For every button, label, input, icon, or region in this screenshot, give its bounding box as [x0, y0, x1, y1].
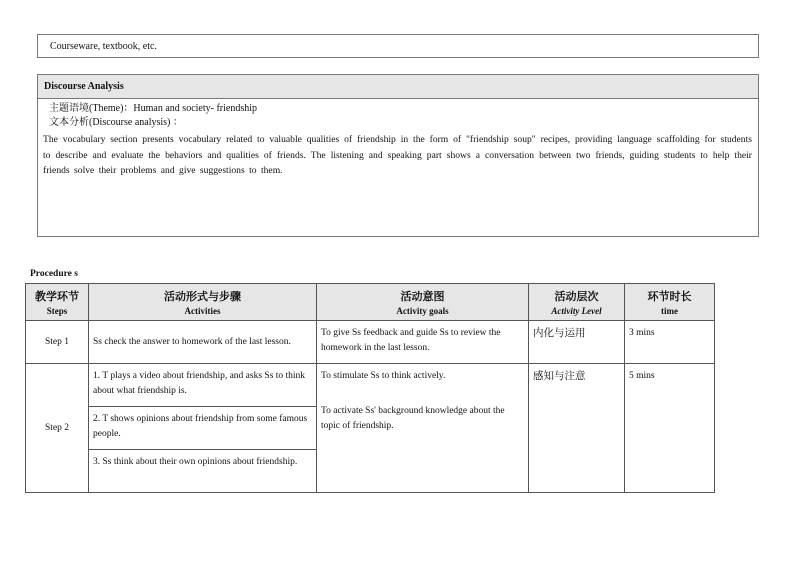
materials-box: [37, 34, 759, 58]
step-cell: Step 1: [26, 321, 89, 364]
header-time: 环节时长 time: [625, 284, 715, 321]
level-cell: 内化与运用: [529, 321, 625, 364]
procedures-title: Procedure s: [30, 269, 78, 279]
table-row: [26, 321, 715, 364]
goal-text: To activate Ss' background knowledge about the topic of friendship.: [321, 406, 505, 431]
step-cell: Step 2: [26, 364, 89, 493]
header-steps: 教学环节 Steps: [26, 284, 89, 321]
discourse-header: Discourse Analysis: [38, 75, 758, 99]
text-analysis-label: 文本分析(Discourse analysis) ：: [49, 117, 183, 128]
activity-cell: 3. Ss think about their own opinions about friendship.: [89, 450, 317, 493]
goal-cell: To give Ss feedback and guide Ss to review the homework in the last lesson.: [317, 321, 529, 364]
table-row: [26, 364, 715, 407]
discourse-analysis-box: [37, 74, 759, 237]
goal-cell: [317, 364, 529, 493]
materials-text: Courseware, textbook, etc.: [50, 41, 157, 52]
level-cell: 感知与注意: [529, 364, 625, 493]
table-header-row: [26, 284, 715, 321]
goal-text: To stimulate Ss to think actively.: [321, 371, 446, 381]
header-level: 活动层次 Activity Level: [529, 284, 625, 321]
header-activities: 活动形式与步骤 Activities: [89, 284, 317, 321]
activity-cell: Ss check the answer to homework of the last lesson.: [89, 321, 317, 364]
header-goals: 活动意图 Activity goals: [317, 284, 529, 321]
procedures-table: [25, 283, 715, 493]
time-cell: 5 mins: [625, 364, 715, 493]
discourse-paragraph: The vocabulary section presents vocabulary related to valuable qualities of friendship in the form of "friendship soup" recipes, providing language scaffolding for students to describe and evaluate the behaviors and qualities of friends. The listening and speaking part shows a conversation between two friends, guiding students to help their friends solve their problems and give suggestions to them.: [43, 134, 752, 176]
activity-cell: 1. T plays a video about friendship, and asks Ss to think about what friendship is.: [89, 364, 317, 407]
activity-cell: 2. T shows opinions about friendship from some famous people.: [89, 407, 317, 450]
time-cell: 3 mins: [625, 321, 715, 364]
theme-line: 主题语境(Theme)：Human and society- friendship: [49, 103, 258, 114]
